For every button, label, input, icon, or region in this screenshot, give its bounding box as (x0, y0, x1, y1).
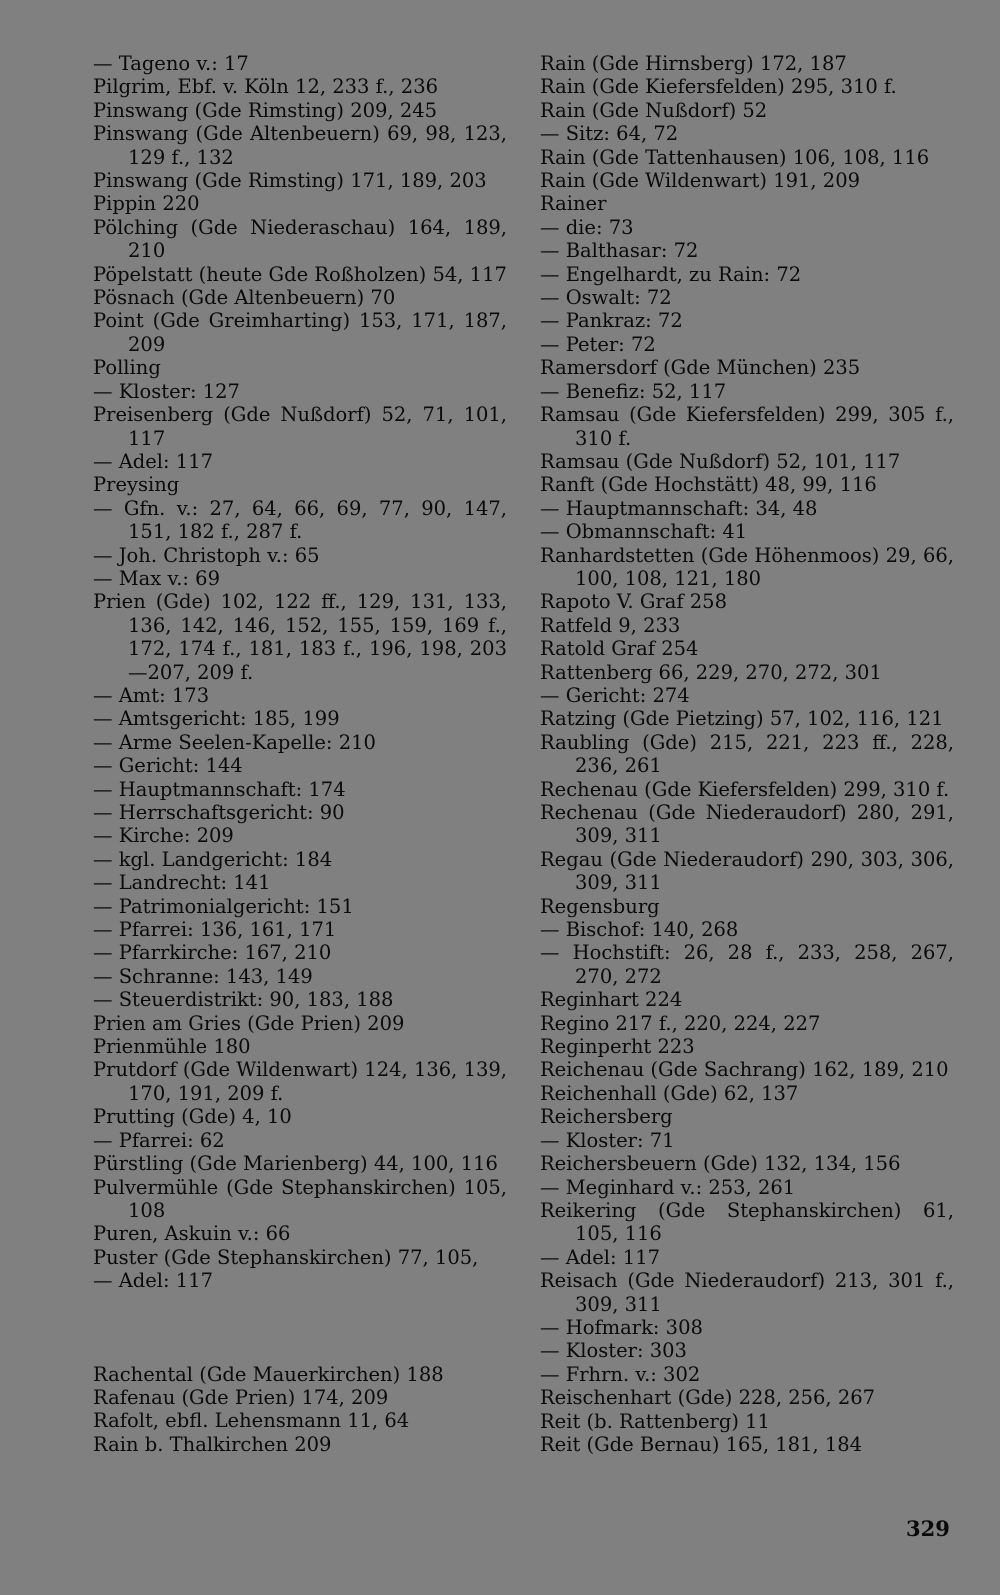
index-entry: Raubling (Gde) 215, 221, 223 ff., 228, 236, 261 (540, 730, 954, 778)
index-entry: Ranft (Gde Hochstätt) 48, 99, 116 (540, 473, 877, 497)
index-entries-p (93, 52, 507, 1293)
index-entry: — Kloster: 303 (540, 1339, 687, 1363)
index-entry: Ramsau (Gde Nußdorf) 52, 101, 117 (540, 449, 901, 473)
index-entry: — Herrschaftsgericht: 90 (93, 801, 345, 824)
index-entry: Rain (Gde Wildenwart) 191, 209 (540, 169, 861, 193)
index-entry: Pulvermühle (Gde Stephanskirchen) 105, 108 (93, 1175, 507, 1222)
index-entry: — Amtsgericht: 185, 199 (93, 707, 340, 731)
index-entry: Prienmühle 180 (93, 1035, 251, 1059)
index-entry: Rapoto V. Graf 258 (540, 590, 727, 614)
index-entry: Prien am Gries (Gde Prien) 209 (93, 1011, 405, 1035)
index-entry: Reichenau (Gde Sachrang) 162, 189, 210 (540, 1058, 949, 1082)
index-entry: — Pankraz: 72 (540, 309, 683, 333)
index-entry: — Adel: 117 (93, 449, 214, 473)
index-entry: — die: 73 (540, 215, 634, 239)
index-entry: — Patrimonialgericht: 151 (93, 894, 354, 918)
index-entry: Rachental (Gde Mauerkirchen) 188 (93, 1362, 444, 1386)
index-entry: Rechenau (Gde Kiefersfelden) 299, 310 f. (540, 777, 950, 801)
index-entry: Reichersbeuern (Gde) 132, 134, 156 (540, 1152, 901, 1176)
index-entry: — Adel: 117 (540, 1245, 661, 1269)
index-entry: — Engelhardt, zu Rain: 72 (540, 262, 802, 286)
index-entry: — Kloster: 71 (540, 1128, 675, 1152)
index-entry: — Adel: 117 (93, 1269, 214, 1293)
index-entry: Pürstling (Gde Marienberg) 44, 100, 116 (93, 1152, 498, 1176)
index-entry: — Hochstift: 26, 28 f., 233, 258, 267, 270, 272 (540, 941, 954, 988)
index-entry: Pinswang (Gde Rimsting) 209, 245 (93, 98, 438, 122)
index-left-column (93, 52, 507, 1456)
index-entry: Pippin 220 (93, 192, 200, 216)
index-entry: Rain (Gde Hirnsberg) 172, 187 (540, 52, 847, 75)
index-entry: Reichenhall (Gde) 62, 137 (540, 1081, 799, 1105)
index-entry: — Benefiz: 52, 117 (540, 379, 727, 403)
index-entry: Pilgrim, Ebf. v. Köln 12, 233 f., 236 (93, 75, 439, 99)
index-entry: — Gericht: 274 (540, 683, 690, 707)
index-entry: Rafolt, ebfl. Lehensmann 11, 64 (93, 1409, 410, 1433)
index-entry: Reisach (Gde Niederaudorf) 213, 301 f., 309, 311 (540, 1269, 954, 1316)
index-entry: — kgl. Landgericht: 184 (93, 847, 333, 871)
index-entry: Pösnach (Gde Altenbeuern) 70 (93, 286, 396, 310)
index-entry: — Pfarrkirche: 167, 210 (93, 941, 332, 965)
index-entry: Pinswang (Gde Rimsting) 171, 189, 203 (93, 169, 487, 193)
index-entries-r (93, 1363, 507, 1457)
index-entry: Rechenau (Gde Niederaudorf) 280, 291, 309, 311 (540, 801, 954, 848)
index-entry: Reit (Gde Bernau) 165, 181, 184 (540, 1432, 863, 1456)
index-entry: — Obmannschaft: 41 (540, 520, 748, 544)
index-entry: Regensburg (540, 894, 660, 918)
index-entry: — Hofmark: 308 (540, 1315, 703, 1339)
index-entry: Ratzing (Gde Pietzing) 57, 102, 116, 121 (540, 707, 944, 731)
index-entry: — Pfarrei: 136, 161, 171 (93, 918, 337, 942)
index-entry: Regau (Gde Niederaudorf) 290, 303, 306, 309, 311 (540, 847, 954, 895)
index-entry: Rain (Gde Nußdorf) 52 (540, 98, 768, 122)
index-entry: Reikering (Gde Stephanskirchen) 61, 105, 116 (540, 1198, 954, 1246)
index-entry: — Peter: 72 (540, 332, 656, 356)
index-entry: Rattenberg 66, 229, 270, 272, 301 (540, 660, 882, 684)
index-entry: Reginhart 224 (540, 988, 683, 1012)
index-entry: Ramersdorf (Gde München) 235 (540, 356, 861, 380)
index-entry: Ratfeld 9, 233 (540, 613, 681, 637)
index-entry: Reichersberg (540, 1105, 673, 1129)
index-entry: Ranhardstetten (Gde Höhenmoos) 29, 66, 100, 108, 121, 180 (540, 543, 954, 590)
index-entry: Polling (93, 356, 161, 380)
index-entry: — Tageno v.: 17 (93, 52, 249, 75)
index-entry: Reginperht 223 (540, 1035, 695, 1059)
index-entry: — Steuerdistrikt: 90, 183, 188 (93, 988, 394, 1012)
index-entry: Rafenau (Gde Prien) 174, 209 (93, 1385, 389, 1409)
index-entry: Pinswang (Gde Altenbeuern) 69, 98, 123, 129 f., 132 (93, 122, 507, 169)
index-entry: — Balthasar: 72 (540, 239, 699, 263)
index-entry: Puster (Gde Stephanskirchen) 77, 105, (93, 1245, 479, 1269)
index-entry: — Kloster: 127 (93, 379, 240, 403)
index-entry: — Bischof: 140, 268 (540, 918, 739, 942)
index-entry: Regino 217 f., 220, 224, 227 (540, 1011, 821, 1035)
index-entry: Rainer (540, 192, 607, 216)
index-entry: Rain b. Thalkirchen 209 (93, 1432, 332, 1456)
index-entry: — Amt: 173 (93, 683, 210, 707)
index-entry: Prutdorf (Gde Wildenwart) 124, 136, 139, 170, 191, 209 f. (93, 1058, 507, 1105)
index-entry: — Landrecht: 141 (93, 871, 271, 895)
index-entry: — Hauptmannschaft: 174 (93, 777, 346, 801)
index-entry: Ratold Graf 254 (540, 637, 699, 661)
index-entry: Prutting (Gde) 4, 10 (93, 1105, 292, 1129)
index-entry: Rain (Gde Tattenhausen) 106, 108, 116 (540, 145, 930, 169)
index-entry: — Gericht: 144 (93, 754, 243, 778)
index-entry: — Kirche: 209 (93, 824, 234, 848)
index-entry: Prien (Gde) 102, 122 ff., 129, 131, 133, 136, 142, 146, 152, 155, 159, 169 f., 172, 174 f., 181, 183 f., 196, 198, 203—207, 209 f. (93, 590, 507, 684)
index-entry: Pölching (Gde Niederaschau) 164, 189, 210 (93, 215, 507, 263)
section-gap (93, 1293, 507, 1363)
index-entry: Preisenberg (Gde Nußdorf) 52, 71, 101, 117 (93, 403, 507, 450)
index-entry: Pöpelstatt (heute Gde Roßholzen) 54, 117 (93, 262, 507, 286)
index-entry: — Hauptmannschaft: 34, 48 (540, 496, 818, 520)
index-entry: — Pfarrei: 62 (93, 1128, 225, 1152)
index-right-column (540, 52, 954, 1456)
page-number: 329 (906, 1516, 950, 1541)
index-entry: — Frhrn. v.: 302 (540, 1362, 701, 1386)
index-entry: Point (Gde Greimharting) 153, 171, 187, 209 (93, 309, 507, 356)
index-entry: Ramsau (Gde Kiefersfelden) 299, 305 f., 310 f. (540, 403, 954, 450)
index-entry: — Gfn. v.: 27, 64, 66, 69, 77, 90, 147, 151, 182 f., 287 f. (93, 496, 507, 544)
index-entry: — Sitz: 64, 72 (540, 122, 679, 146)
index-entry: Reit (b. Rattenberg) 11 (540, 1409, 770, 1433)
index-entry: Preysing (93, 473, 180, 497)
index-entry: Rain (Gde Kiefersfelden) 295, 310 f. (540, 75, 897, 99)
index-entry: Puren, Askuin v.: 66 (93, 1222, 291, 1246)
index-entry: Reischenhart (Gde) 228, 256, 267 (540, 1386, 876, 1410)
index-entry: — Meginhard v.: 253, 261 (540, 1175, 796, 1199)
index-entry: — Joh. Christoph v.: 65 (93, 543, 320, 567)
index-entry: — Schranne: 143, 149 (93, 964, 313, 988)
index-entry: — Oswalt: 72 (540, 286, 672, 310)
index-entry: — Arme Seelen-Kapelle: 210 (93, 730, 376, 754)
index-entry: — Max v.: 69 (93, 566, 220, 590)
index-entries-ra-re (540, 52, 954, 1456)
